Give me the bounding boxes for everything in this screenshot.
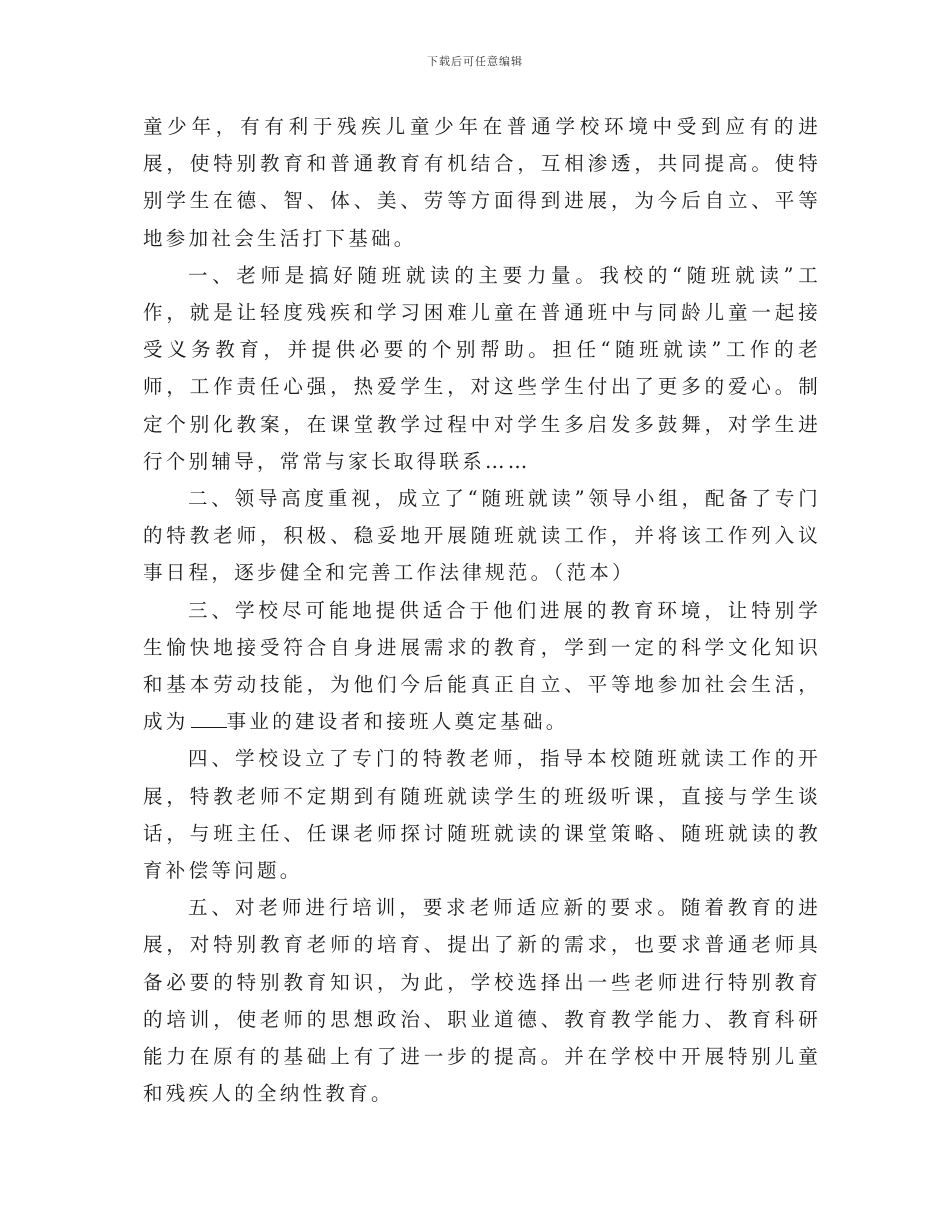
paragraph-point-5: 五、对老师进行培训，要求老师适应新的要求。随着教育的进展，对特别教育老师的培育、提出了新的需求，也要求普通老师具备必要的特别教育知识，为此，学校选择出一些老师进行特别教育的培训，使老师的思想政治、职业道德、教育教学能力、教育科研能力在原有的基础上有了进一步的提高。并在学校中开展特别儿童和残疾人的全纳性教育。 xyxy=(143,896,821,1106)
paragraph-point-4: 四、学校设立了专门的特教老师，指导本校随班就读工作的开展，特教老师不定期到有随班就读学生的班级听课，直接与学生谈话，与班主任、任课老师探讨随班就读的课堂策略、随班就读的教育补偿等问题。 xyxy=(143,747,821,883)
paragraph-point-1: 一、老师是搞好随班就读的主要力量。我校的“随班就读”工作，就是让轻度残疾和学习困难儿童在普通班中与同龄儿童一起接受义务教育，并提供必要的个别帮助。担任“随班就读”工作的老师，工作责任心强，热爱学生，对这些学生付出了更多的爱心。制定个别化教案，在课堂教学过程中对学生多启发多鼓舞，对学生进行个别辅导，常常与家长取得联系…… xyxy=(143,263,821,473)
paragraph-continuation: 童少年，有有利于残疾儿童少年在普通学校环境中受到应有的进展，使特别教育和普通教育有机结合，互相渗透，共同提高。使特别学生在德、智、体、美、劳等方面得到进展，为今后自立、平等地参加社会生活打下基础。 xyxy=(143,115,821,250)
paragraph-point-2: 二、领导高度重视，成立了“随班就读”领导小组，配备了专门的特教老师，积极、稳妥地开展随班就读工作，并将该工作列入议事日程，逐步健全和完善工作法律规范。（范本） xyxy=(143,487,821,585)
paragraph-point-3 xyxy=(143,592,821,741)
fill-in-blank-line xyxy=(191,726,227,728)
page-header-note: 下载后可任意编辑 xyxy=(427,55,523,68)
document-body xyxy=(143,108,821,1112)
paragraph-point-3-text-before-blank: 三、学校尽可能地提供适合于他们进展的教育环境，让特别学生愉快地接受符合自身进展需求的教育，学到一定的科学文化知识和基本劳动技能，为他们今后能真正自立、平等地参加社会生活，成为 xyxy=(143,598,821,734)
paragraph-point-3-text-after-blank: 事业的建设者和接班人奠定基础。 xyxy=(226,710,569,734)
